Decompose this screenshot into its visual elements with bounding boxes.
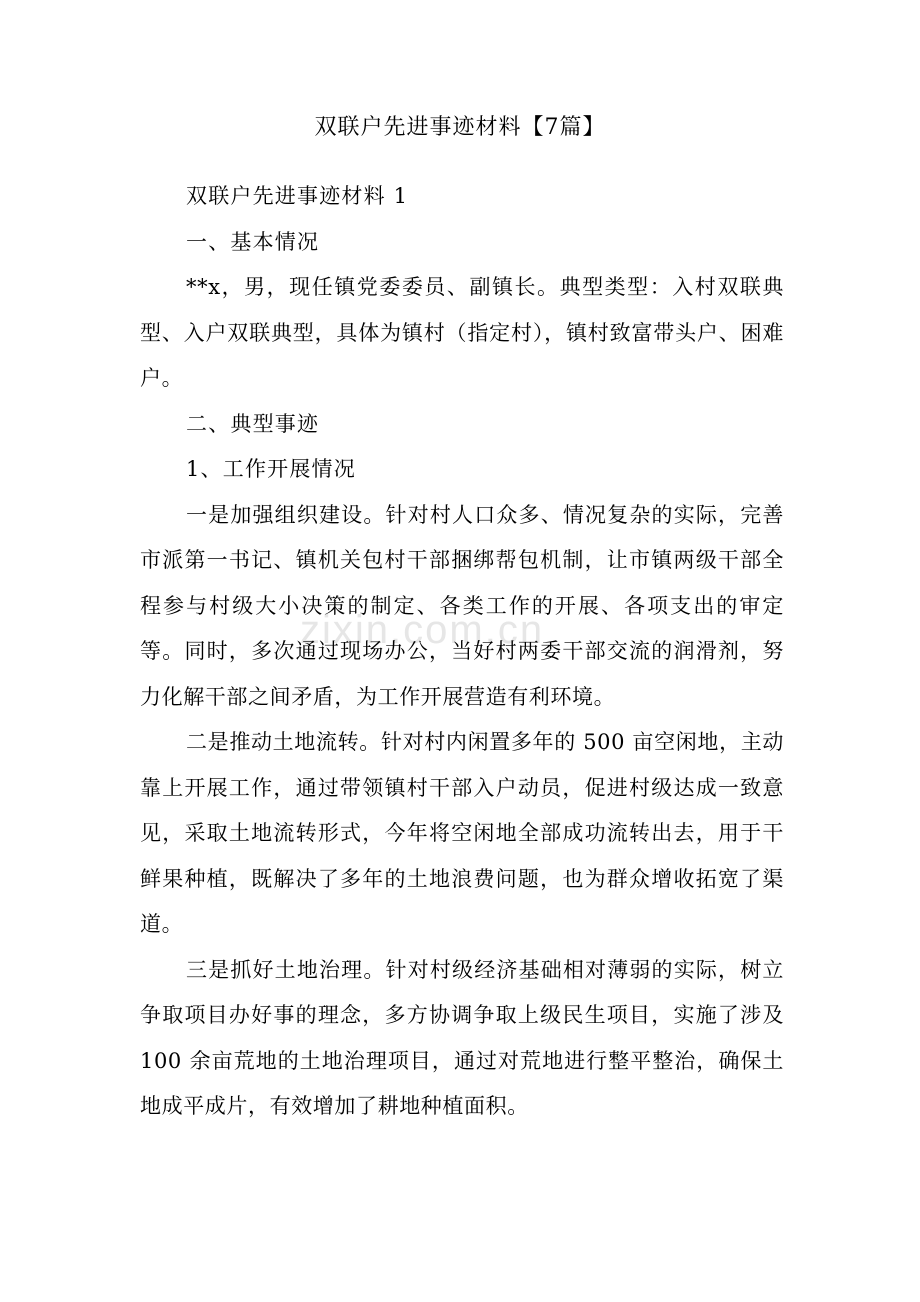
paragraph-basic-info: **x，男，现任镇党委委员、副镇长。典型类型：入村双联典型、入户双联典型，具体为镇村（指定村），镇村致富带头户、困难户。 [140, 275, 784, 390]
subheading-work-progress: 1、工作开展情况 [186, 457, 356, 481]
document-title: 双联户先进事迹材料【7篇】 [314, 115, 606, 140]
document-body [140, 174, 784, 1130]
watermark: zixin.com.cn [300, 608, 545, 652]
paragraph-organization: 一是加强组织建设。针对村人口众多、情况复杂的实际，完善市派第一书记、镇机关包村干部捆绑帮包机制，让市镇两级干部全程参与村级大小决策的制定、各类工作的开展、各项支出的审定等。同时，多次通过现场办公，当好村两委干部交流的润滑剂，努力化解干部之间矛盾，为工作开展营造有利环境。 [140, 502, 784, 709]
heading-typical-deeds: 二、典型事迹 [186, 411, 320, 436]
paragraph-land-governance: 三是抓好土地治理。针对村级经济基础相对薄弱的实际，树立争取项目办好事的理念，多方协调争取上级民生项目，实施了涉及 100 余亩荒地的土地治理项目，通过对荒地进行整平整治，确保土地成平成片，有效增加了耕地种植面积。 [140, 957, 784, 1118]
section-title: 双联户先进事迹材料 1 [186, 184, 409, 208]
heading-basic-info: 一、基本情况 [186, 229, 320, 254]
paragraph-land-transfer: 二是推动土地流转。针对村内闲置多年的 500 亩空闲地，主动靠上开展工作，通过带领镇村干部入户动员，促进村级达成一致意见，采取土地流转形式，今年将空闲地全部成功流转出去，用于干鲜果种植，既解决了多年的土地浪费问题，也为群众增收拓宽了渠道。 [140, 730, 784, 936]
